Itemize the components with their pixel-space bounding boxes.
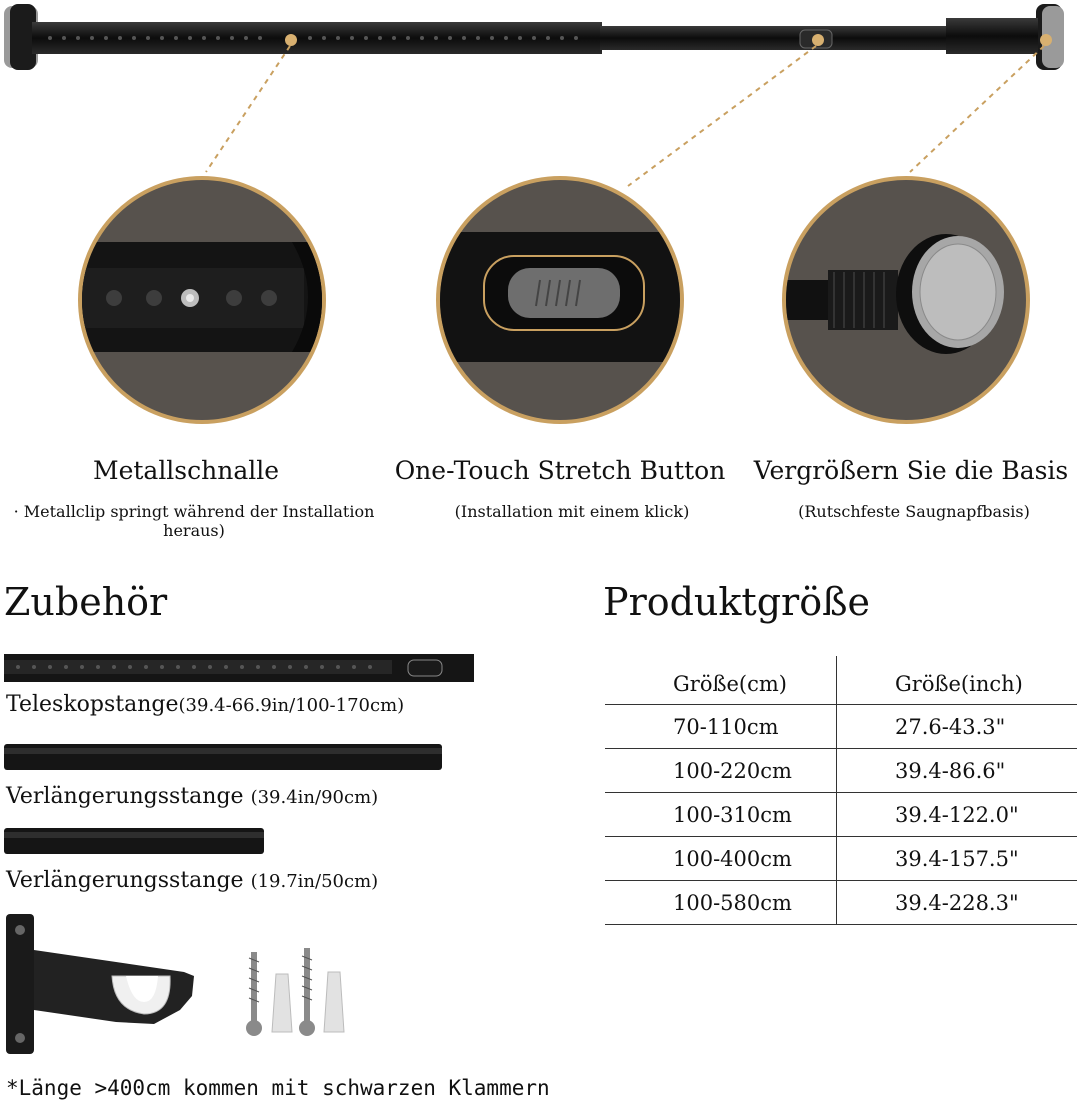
table-cell-cm: 100-400cm [673, 847, 792, 871]
table-cell-inch: 39.4-86.6" [895, 759, 1006, 783]
table-rule [605, 748, 1077, 749]
table-cell-cm: 100-220cm [673, 759, 792, 783]
metal-buckle-closeup [74, 172, 330, 428]
feature-title-stretch-button: One-Touch Stretch Button [394, 456, 726, 485]
table-rule [605, 924, 1077, 925]
stretch-button-closeup [432, 172, 688, 428]
tension-rod-illustration [0, 0, 1080, 200]
extension-rod-50-image [4, 828, 266, 856]
accessory-size: (39.4-66.9in/100-170cm) [178, 695, 405, 716]
accessory-label-extension-50 [6, 868, 378, 893]
table-cell-inch: 39.4-157.5" [895, 847, 1019, 871]
table-header-cm: Größe(cm) [673, 672, 787, 696]
table-rule [605, 836, 1077, 837]
feature-subtitle-base: (Rutschfeste Saugnapfbasis) [798, 502, 1030, 521]
table-rule [605, 792, 1077, 793]
table-cell-cm: 100-310cm [673, 803, 792, 827]
table-cell-inch: 39.4-228.3" [895, 891, 1019, 915]
feature-subtitle-metal-buckle: · Metallclip springt während der Installation heraus) [13, 502, 375, 540]
table-rule [605, 704, 1077, 705]
table-header-inch: Größe(inch) [895, 672, 1023, 696]
table-cell-cm: 70-110cm [673, 715, 779, 739]
feature-title-metal-buckle: Metallschnalle [92, 456, 280, 485]
accessory-name: Verlängerungsstange [6, 868, 244, 893]
feature-title-base: Vergrößern Sie die Basis [753, 456, 1069, 485]
table-rule [605, 880, 1077, 881]
table-cell-cm: 100-580cm [673, 891, 792, 915]
accessory-label-telescopic [6, 692, 404, 717]
extension-rod-90-image [4, 744, 444, 772]
wall-bracket-image [4, 910, 200, 1060]
accessory-size: (19.7in/50cm) [250, 871, 379, 892]
accessory-size: (39.4in/90cm) [250, 787, 379, 808]
feature-subtitle-stretch-button: (Installation mit einem klick) [454, 502, 690, 521]
accessories-heading: Zubehör [4, 580, 168, 624]
table-column-divider [836, 656, 837, 924]
accessory-name: Teleskopstange [6, 692, 179, 717]
accessory-name: Verlängerungsstange [6, 784, 244, 809]
size-table-heading: Produktgröße [603, 580, 870, 624]
accessory-label-extension-90 [6, 784, 378, 809]
enlarged-base-closeup [778, 172, 1034, 428]
table-cell-inch: 39.4-122.0" [895, 803, 1019, 827]
screws-and-anchors-image [236, 944, 358, 1038]
footnote: *Länge >400cm kommen mit schwarzen Klammern [6, 1076, 550, 1100]
size-table [605, 656, 1077, 926]
table-cell-inch: 27.6-43.3" [895, 715, 1006, 739]
telescopic-rod-image [4, 650, 476, 686]
